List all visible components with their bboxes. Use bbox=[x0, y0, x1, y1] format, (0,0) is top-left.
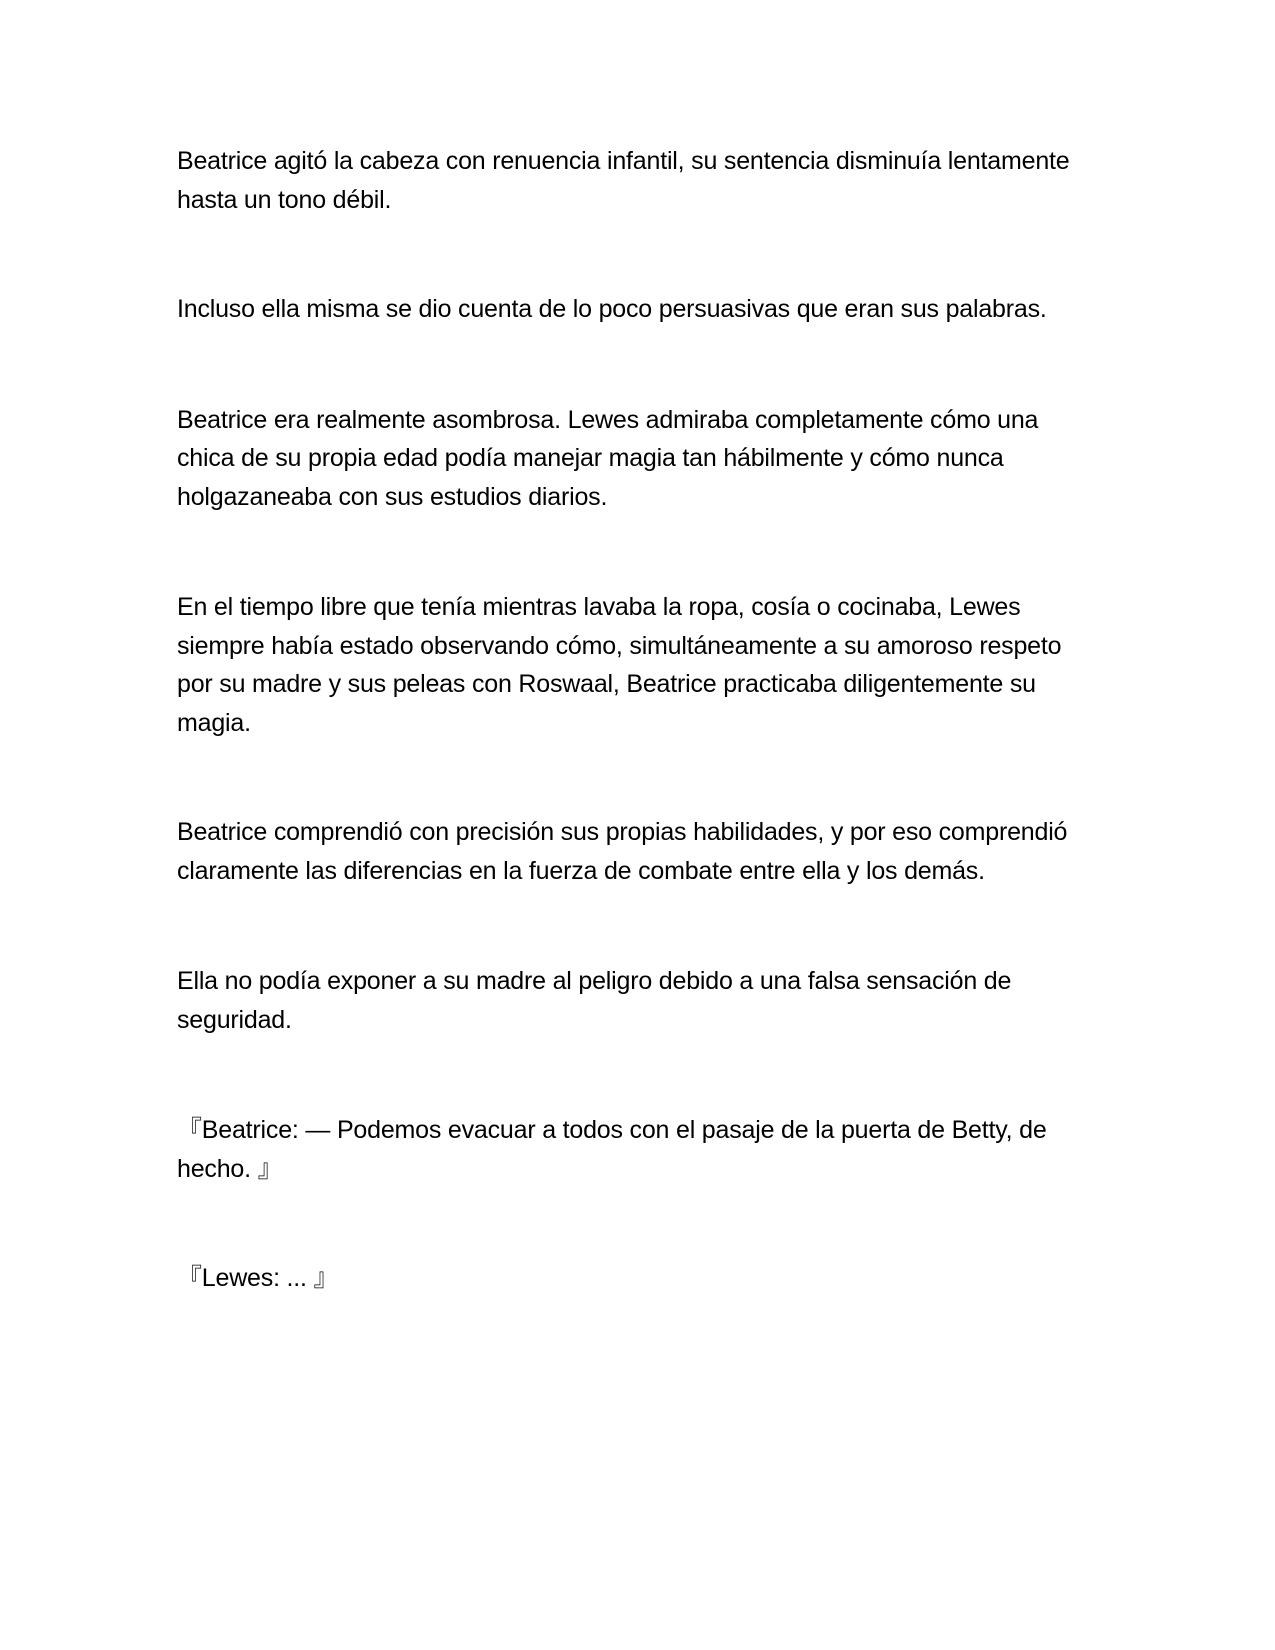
paragraph-4: En el tiempo libre que tenía mientras lavaba la ropa, cosía o cocinaba, Lewes siempre había estado observando cómo, simultáneamente a su amoroso respeto por su madre y sus peleas con Roswaal, Beatrice practicaba diligentemente su magia. bbox=[177, 593, 1062, 737]
paragraph-2: Incluso ella misma se dio cuenta de lo poco persuasivas que eran sus palabras. bbox=[177, 295, 1047, 323]
paragraph-1: Beatrice agitó la cabeza con renuencia infantil, su sentencia disminuía lentamente hasta un tono débil. bbox=[177, 147, 1070, 214]
paragraph-6: Ella no podía exponer a su madre al peligro debido a una falsa sensación de seguridad. bbox=[177, 967, 1012, 1034]
paragraph-5: Beatrice comprendió con precisión sus propias habilidades, y por eso comprendió claramente las diferencias en la fuerza de combate entre ella y los demás. bbox=[177, 818, 1068, 885]
dialogue-lewes: 『Lewes: ... 』 bbox=[177, 1264, 339, 1292]
paragraph-3: Beatrice era realmente asombrosa. Lewes admiraba completamente cómo una chica de su propia edad podía manejar magia tan hábilmente y cómo nunca holgazaneaba con sus estudios diarios. bbox=[177, 405, 1039, 511]
document-body bbox=[177, 142, 1097, 1298]
dialogue-beatrice: 『Beatrice: — Podemos evacuar a todos con el pasaje de la puerta de Betty, de hecho. 』 bbox=[177, 1116, 1047, 1183]
